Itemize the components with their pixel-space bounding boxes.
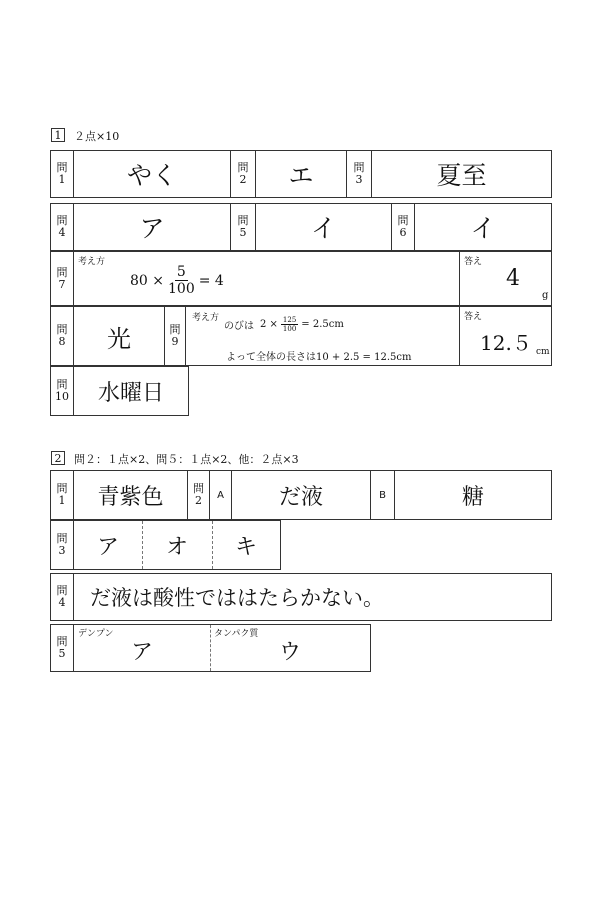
section1-number: 1	[51, 128, 65, 142]
q7-expression: 80 × $\frac{5}{100}$ = 4	[130, 264, 224, 297]
section2-points: 問２：１点×2、問５：１点×2、他：２点×3	[74, 453, 299, 466]
s2-q2-a-label: A	[209, 470, 232, 520]
q7-method-box	[73, 251, 460, 306]
q9-method-label: 考え方	[192, 313, 220, 323]
s2-q2-b-answer: 糖	[394, 470, 552, 520]
s2-q2-b-label: B	[370, 470, 395, 520]
section2-number: 2	[51, 451, 65, 465]
s2-q3-label: 問 3	[50, 520, 74, 570]
q7-unit: g	[542, 290, 549, 301]
q5-label: 問 5	[230, 203, 256, 251]
q4-answer: ア	[73, 203, 231, 251]
q9-unit: cm	[536, 347, 550, 357]
q10-answer: 水曜日	[73, 366, 189, 416]
section1-points: ２点×10	[74, 130, 120, 143]
q10-label: 問 10	[50, 366, 74, 416]
s2-q1-label: 問 1	[50, 470, 74, 520]
q7-label: 問 7	[50, 251, 74, 306]
s2-q3-answer-3: キ	[234, 534, 257, 560]
q4-label: 問 4	[50, 203, 74, 251]
s2-q4-label: 問 4	[50, 573, 74, 621]
s2-q5-answer-box	[73, 624, 371, 672]
q9-answer-label: 答え	[464, 312, 483, 322]
s2-q5-left-tag: デンプン	[78, 629, 114, 639]
q6-answer: イ	[414, 203, 552, 251]
q5-answer: イ	[255, 203, 392, 251]
q1-answer: やく	[73, 150, 231, 198]
q8-label: 問 8	[50, 306, 74, 366]
q1-label: 問 1	[50, 150, 74, 198]
s2-q1-answer: 青紫色	[73, 470, 188, 520]
q9-label: 問 9	[164, 306, 186, 366]
q2-label: 問 2	[230, 150, 256, 198]
s2-q5-left-answer: ア	[130, 639, 153, 665]
s2-q5-right-answer: ウ	[278, 639, 301, 665]
q6-label: 問 6	[391, 203, 415, 251]
s2-q3-answer-box	[73, 520, 281, 570]
q2-answer: エ	[255, 150, 347, 198]
s2-q2-a-answer: だ液	[231, 470, 371, 520]
q7-method-label: 考え方	[78, 257, 106, 267]
q8-answer: 光	[73, 306, 165, 366]
s2-q3-answer-2: オ	[165, 534, 188, 560]
q3-answer: 夏至	[371, 150, 552, 198]
q9-answer: 12.５	[480, 331, 532, 355]
s2-q3-answer-1: ア	[96, 534, 119, 560]
q7-answer-box	[459, 251, 552, 306]
s2-q5-label: 問 5	[50, 624, 74, 672]
s2-q4-answer: だ液は酸性でははたらかない。	[73, 573, 552, 621]
q9-method-box	[185, 306, 460, 366]
q9-line2: よって全体の長さは10 + 2.5 = 12.5cm	[226, 352, 412, 363]
s2-q2-label: 問 2	[187, 470, 210, 520]
q3-label: 問 3	[346, 150, 372, 198]
q7-answer: 4	[506, 266, 520, 291]
s2-q5-right-tag: タンパク質	[214, 629, 259, 639]
q9-answer-box	[459, 306, 552, 366]
q9-line1: のびは 2 × $\frac{125}{100}$ = 2.5cm	[224, 316, 344, 333]
q7-answer-label: 答え	[464, 257, 483, 267]
